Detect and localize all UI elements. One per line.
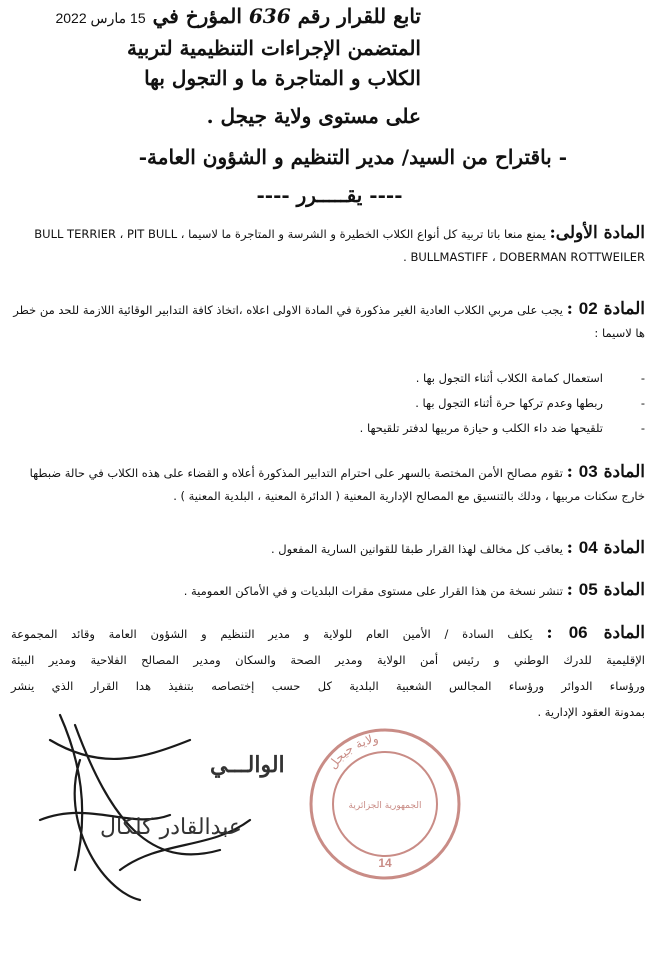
official-stamp (300, 722, 470, 882)
article-5 (11, 578, 645, 603)
signature-title: الوالـــي (210, 752, 285, 778)
article-2 (11, 297, 645, 345)
signature-name: عبدالقادر كلكال (100, 815, 242, 840)
article-6-line-1-text: يكلف السادة / الأمين العام للولاية و مدير التنظيم و الشؤون العامة وقائد المجموعة (11, 627, 533, 641)
article-1-label: المادة الأولى: (549, 223, 645, 243)
article-4-label: المادة 04 : (566, 538, 645, 558)
signature-scribble (20, 700, 270, 920)
article-6-line-4: بمدونة العقود الإدارية . (537, 705, 645, 719)
article-6-line-2: الإقليمية للدرك الوطني و رئيس أمن الولاية ومدير الصحة والسكان ومدير المصالح الفلاحية ومدير البيئة (11, 653, 645, 667)
list-item: - استعمال كمامة الكلاب أثناء التجول بها . (25, 366, 645, 391)
article-6-label: المادة 06 : (546, 623, 645, 643)
list-item: - ربطها وعدم تركها حرة أثناء التجول بها . (25, 391, 645, 416)
header-line-2: المتضمن الإجراءات التنظيمية لتربية (127, 36, 421, 60)
article-5-label-word: المادة (603, 580, 645, 600)
header-line-1 (21, 4, 421, 28)
article-4-text: يعاقب كل مخالف لهذا القرار طبقا للقوانين السارية المفعول . (270, 542, 563, 556)
stamp-top-text: ولاية جيجل (325, 731, 380, 772)
article-3-label: المادة 03 : (566, 462, 645, 482)
article-5-label-num: 05 (578, 580, 598, 599)
article-2-text: يجب على مربي الكلاب العادية الغير مذكورة في المادة الاولى اعلاه ،اتخاذ كافة التدابير الوقائية اللازمة للحد من خطر ها لاسيما : (13, 303, 645, 340)
stamp-number: 14 (378, 856, 392, 870)
article-6-line-1 (11, 620, 645, 647)
article-3-label-num: 03 (578, 462, 598, 481)
article-4-label-num: 04 (578, 538, 598, 557)
stamp-inner-text: الجمهورية الجزائرية (348, 801, 422, 811)
header-line-3: الكلاب و المتاجرة ما و التجول بها (144, 66, 421, 90)
list-item: - تلقيحها ضد داء الكلب و حيازة مربيها لدفتر تلقيحها . (25, 416, 645, 441)
article-5-text: تنشر نسخة من هذا القرار على مستوى مقرات البلديات و في الأماكن العمومية . (183, 584, 563, 598)
article-5-label: المادة 05 : (566, 580, 645, 600)
article-4 (11, 536, 645, 561)
article-3-label-word: المادة (603, 462, 645, 482)
article-4-label-word: المادة (603, 538, 645, 558)
article-2-label: المادة 02 : (566, 299, 645, 319)
header-prefix: تابع للقرار رقم (297, 4, 421, 28)
article-6-line-3: ورؤساء الدوائر ورؤساء المجالس الشعبية البلدية كل حسب إختصاصه بتنفيذ هدا القرار الذي ينشر (11, 679, 645, 693)
article-3-text: تقوم مصالح الأمن المختصة بالسهر على احترام التدابير المذكورة أعلاه و القضاء على هذه الكلاب في حالة ضبطها خارج سكنات مربيها ، ودلك بالتنسيق مع المصالح الإدارية المعنية ( الدائرة المعنية ، البلدية المعنية ) . (29, 466, 645, 503)
article-1 (11, 222, 645, 269)
proposal-line: - باقتراح من السيد/ مدير التنظيم و الشؤون العامة- (138, 145, 567, 169)
article-6-label-word: المادة (603, 623, 645, 643)
decree-number: 636 (248, 4, 291, 28)
article-2-label-num: 02 (578, 299, 598, 318)
decision-heading: ---- يقـــــرر ---- (256, 183, 403, 207)
decree-date: 15 مارس 2022 (55, 10, 146, 26)
article-3 (11, 460, 645, 508)
header-line-4: على مستوى ولاية جيجل . (206, 104, 421, 128)
article-1-text: يمنع منعا باتا تربية كل أنواع الكلاب الخطيرة و الشرسة و المتاجرة ما لاسيما BULL TERRIER ، PIT BULL ، BULLMASTIFF ، DOBERMAN ROTTWEILER . (34, 227, 645, 264)
article-2-label-word: المادة (603, 299, 645, 319)
article-6-label-num: 06 (568, 623, 588, 642)
precautions-list (25, 366, 645, 441)
header-dated: المؤرخ في (152, 4, 242, 28)
